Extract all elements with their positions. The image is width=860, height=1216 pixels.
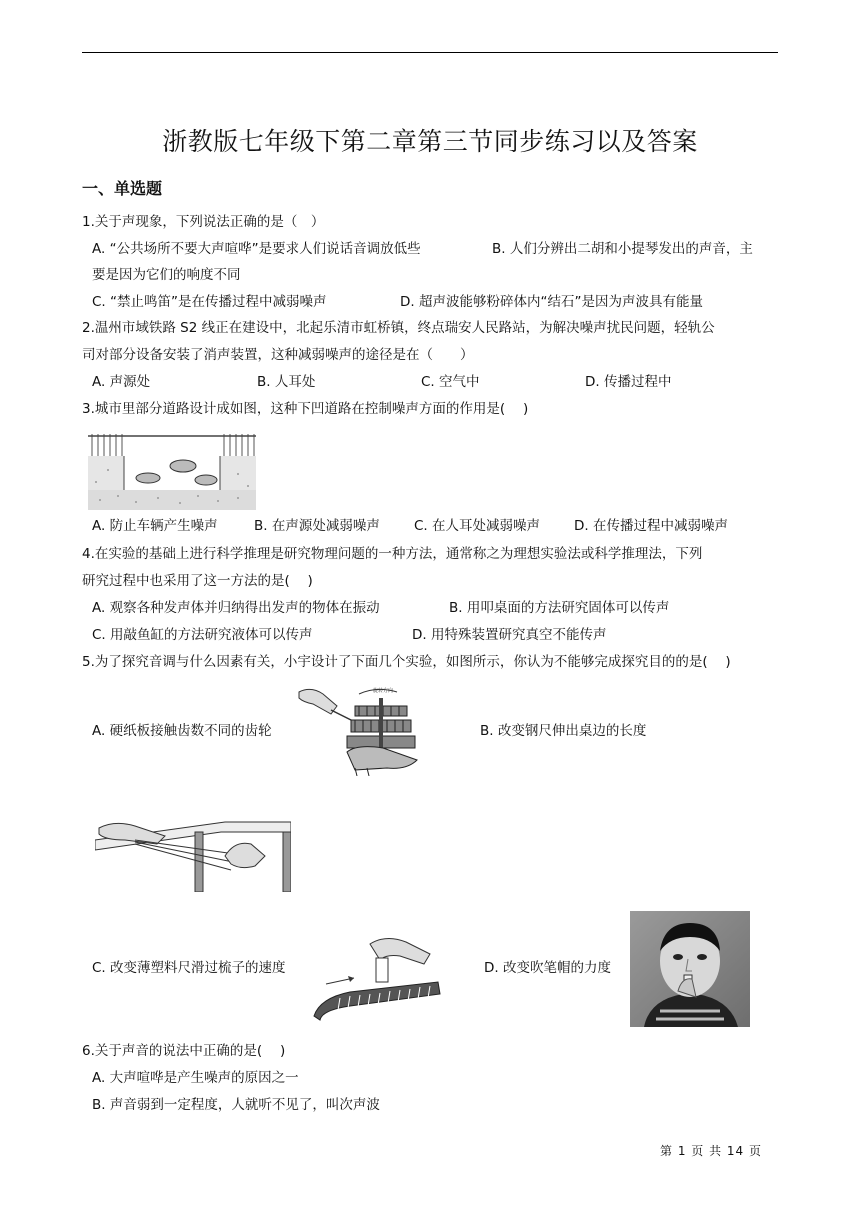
q5-option-c: C. 改变薄塑料尺滑过梳子的速度: [92, 960, 286, 976]
page-footer: 第 1 页 共 14 页: [660, 1144, 762, 1158]
q1-option-c: C. “禁止鸣笛”是在传播过程中减弱噪声: [92, 294, 327, 310]
question-4-stem-line1: 4.在实验的基础上进行科学推理是研究物理问题的一种方法，通常称之为理想实验法或科学推理法，下列: [82, 546, 703, 562]
gear-cardboard-figure: [297, 684, 427, 776]
q3-option-d: D. 在传播过程中减弱噪声: [574, 518, 728, 534]
ruler-table-figure: [95, 800, 291, 892]
question-2-stem-line2: 司对部分设备安装了消声装置，这种减弱噪声的途径是在（ ）: [82, 347, 474, 363]
question-4-stem-line2: 研究过程中也采用了这一方法的是( ): [82, 573, 313, 589]
q5-option-d: D. 改变吹笔帽的力度: [484, 960, 611, 976]
comb-ruler-figure: [310, 928, 442, 1022]
q5-option-a: A. 硬纸板接触齿数不同的齿轮: [92, 723, 272, 739]
q4-option-d: D. 用特殊装置研究真空不能传声: [412, 627, 607, 643]
gear-rotation-label: 旋转方向: [373, 688, 394, 694]
question-2-stem-line1: 2.温州市域铁路 S2 线正在建设中，北起乐清市虹桥镇，终点瑞安人民路站，为解决噪声扰民问题，轻轨公: [82, 320, 715, 336]
question-6-stem: 6.关于声音的说法中正确的是( ): [82, 1043, 286, 1059]
boy-blowing-pen-cap-photo: [630, 911, 750, 1027]
q4-option-b: B. 用叩桌面的方法研究固体可以传声: [449, 600, 670, 616]
q2-option-d: D. 传播过程中: [585, 374, 672, 390]
question-3-stem: 3.城市里部分道路设计成如图，这种下凹道路在控制噪声方面的作用是( ): [82, 401, 529, 417]
q4-option-c: C. 用敲鱼缸的方法研究液体可以传声: [92, 627, 313, 643]
question-5-stem: 5.为了探究音调与什么因素有关，小宇设计了下面几个实验，如图所示，你认为不能够完成探究目的的是( ): [82, 654, 731, 670]
q6-option-b: B. 声音弱到一定程度，人就听不见了，叫次声波: [92, 1097, 380, 1113]
q6-option-a: A. 大声喧哗是产生噪声的原因之一: [92, 1070, 299, 1086]
q2-option-a: A. 声源处: [92, 374, 151, 390]
section-heading: 一、单选题: [82, 179, 163, 198]
q3-option-b: B. 在声源处减弱噪声: [254, 518, 380, 534]
sunken-road-figure: [88, 430, 256, 510]
q4-option-a: A. 观察各种发声体并归纳得出发声的物体在振动: [92, 600, 380, 616]
q2-option-b: B. 人耳处: [257, 374, 316, 390]
q3-option-c: C. 在人耳处减弱噪声: [414, 518, 541, 534]
q1-option-b-cont: 要是因为它们的响度不同: [92, 267, 241, 283]
question-1-stem: 1.关于声现象，下列说法正确的是（ ）: [82, 214, 325, 230]
q1-option-d: D. 超声波能够粉碎体内“结石”是因为声波具有能量: [400, 294, 703, 310]
q3-option-a: A. 防止车辆产生噪声: [92, 518, 218, 534]
header-rule: [82, 52, 778, 53]
q2-option-c: C. 空气中: [421, 374, 480, 390]
page-title: 浙教版七年级下第二章第三节同步练习以及答案: [162, 127, 698, 156]
q1-option-a: A. “公共场所不要大声喧哗”是要求人们说话音调放低些: [92, 241, 421, 257]
q5-option-b: B. 改变钢尺伸出桌边的长度: [480, 723, 647, 739]
q1-option-b: B. 人们分辨出二胡和小提琴发出的声音，主: [492, 241, 753, 257]
